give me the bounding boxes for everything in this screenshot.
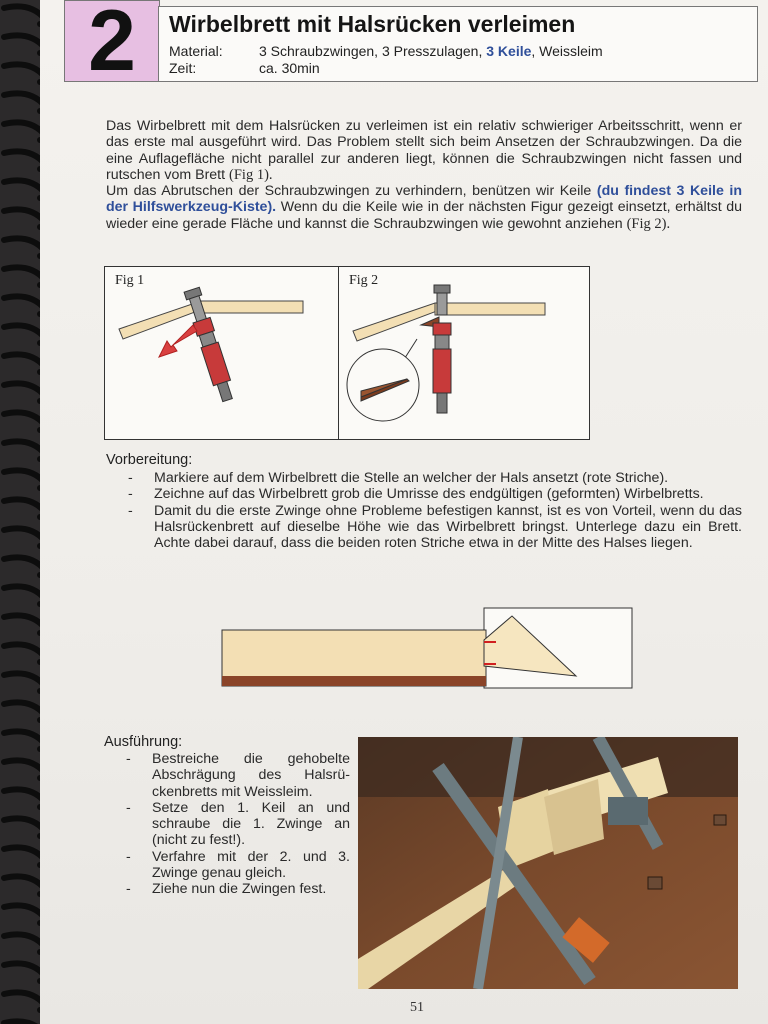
step-header bbox=[158, 6, 758, 82]
binding-coil bbox=[4, 702, 45, 720]
binding-coil bbox=[4, 847, 45, 865]
binding-coil bbox=[4, 383, 45, 401]
preparation-list bbox=[128, 470, 742, 551]
binding-coil bbox=[4, 151, 45, 169]
binding-coil bbox=[4, 499, 45, 517]
figure-1 bbox=[104, 266, 340, 440]
execution-list bbox=[126, 751, 350, 898]
list-item: - Markiere auf dem Wirbelbrett die Stelle an welcher der Hals ansetzt (rote Striche). bbox=[128, 470, 742, 486]
material-highlight: 3 Keile bbox=[486, 43, 532, 59]
binding-coil bbox=[4, 354, 45, 372]
binding-coil bbox=[4, 644, 45, 662]
binding-coil bbox=[4, 528, 45, 546]
wedge-hint: (du findest 3 Keile in der Hilfswerkzeug-Kiste). bbox=[106, 183, 743, 216]
figure-2-label: Fig 2 bbox=[349, 273, 379, 288]
binding-coil bbox=[4, 412, 45, 430]
binding-coil bbox=[4, 470, 45, 488]
binding-coil bbox=[4, 325, 45, 343]
binding-coil bbox=[4, 586, 45, 604]
binding-coil bbox=[4, 789, 45, 807]
list-item: - Setze den 1. Keil an und schraube die 1. Zwinge an (nicht zu fest!). bbox=[126, 800, 350, 849]
intro-text bbox=[106, 118, 742, 232]
binding-coil bbox=[4, 64, 45, 82]
list-item: - Damit du die erste Zwinge ohne Probleme befestigen kannst, ist es von Vorteil, wenn du das Halsrückenbrett auf dieselbe Höhe wie das Wirbelbrett bringst. Unterlege dazu ein Brett. Achte dabei darauf, dass die beiden roten Striche etwa in der Mitte des Halses liegen. bbox=[128, 503, 742, 552]
fig1-ref: (Fig 1). bbox=[229, 166, 273, 183]
binding-coil bbox=[4, 905, 45, 923]
time-row bbox=[169, 60, 320, 76]
list-item: - Verfahre mit der 2. und 3. Zwinge genau gleich. bbox=[126, 849, 350, 882]
binding-coil bbox=[4, 6, 45, 24]
binding-coil bbox=[4, 963, 45, 981]
execution-title: Ausführung: bbox=[104, 734, 183, 750]
intro-paragraph-2: Um das Abrutschen der Schraubzwingen zu verhindern, benützen wir Keile (du findest 3 Keile in der Hilfswerkzeug-Kiste). Wenn du die Keile wie in der nächsten Figur gezeigt einsetzt, erhältst du wieder eine gerade Fläche und kannst die Schraubzwingen wie gewohnt anziehen (Fig 2). bbox=[106, 183, 743, 232]
binding-coil bbox=[4, 238, 45, 256]
intro-paragraph-1: Das Wirbelbrett mit dem Halsrücken zu verleimen ist ein relativ schwieriger Arbeitsschritt, wenn er das erste mal ausgeführt wird. Das Problem stellt sich beim Ansetzen der Schraubzwingen. Da die eine Auflagefläche nicht parallel zur anderen liegt, können die Schraubzwingen nicht fassen und rutschen vom Brett (Fig 1). bbox=[106, 118, 742, 183]
binding-coil bbox=[4, 673, 45, 691]
binding-coil bbox=[4, 731, 45, 749]
page-number: 51 bbox=[410, 1000, 424, 1015]
binding-coil bbox=[4, 93, 45, 111]
binding-coil bbox=[4, 992, 45, 1010]
binding-coil bbox=[4, 296, 45, 314]
binding-coil bbox=[4, 180, 45, 198]
step-number: 2 bbox=[64, 0, 160, 82]
fig2-ref: (Fig 2). bbox=[626, 215, 671, 232]
binding-coil bbox=[4, 209, 45, 227]
figure-2-drawing bbox=[339, 267, 589, 439]
figure-2 bbox=[338, 266, 590, 440]
binding-coil bbox=[4, 818, 45, 836]
binding-coil bbox=[4, 760, 45, 778]
material-label: Material: bbox=[169, 43, 223, 59]
binding-coil bbox=[4, 267, 45, 285]
clamping-photo-drawing bbox=[358, 737, 738, 989]
binding-coil bbox=[4, 557, 45, 575]
time-label: Zeit: bbox=[169, 60, 197, 76]
list-item: - Bestreiche die gehobelte Abschrägung des Halsrü-ckenbretts mit Weissleim. bbox=[126, 751, 350, 800]
time-value: ca. 30min bbox=[259, 60, 320, 76]
step-title: Wirbelbrett mit Halsrücken verleimen bbox=[169, 11, 576, 37]
binding-coil bbox=[4, 615, 45, 633]
material-value: 3 Schraubzwingen, 3 Presszulagen, 3 Keile, Weissleim bbox=[259, 43, 603, 59]
binding-coil bbox=[4, 934, 45, 952]
figure-1-drawing bbox=[105, 267, 339, 439]
binding-coil bbox=[4, 122, 45, 140]
binding-coil bbox=[4, 876, 45, 894]
figure-1-label: Fig 1 bbox=[115, 273, 145, 288]
material-row bbox=[169, 43, 603, 59]
list-item: - Ziehe nun die Zwingen fest. bbox=[126, 881, 350, 897]
binding-coil bbox=[4, 35, 45, 53]
list-item: - Zeichne auf das Wirbelbrett grob die Umrisse des endgültigen (geformten) Wirbelbretts. bbox=[128, 486, 742, 502]
binding-coil bbox=[4, 441, 45, 459]
board-diagram bbox=[220, 604, 636, 690]
clamping-photo bbox=[358, 737, 738, 989]
preparation-title: Vorbereitung: bbox=[106, 452, 193, 468]
